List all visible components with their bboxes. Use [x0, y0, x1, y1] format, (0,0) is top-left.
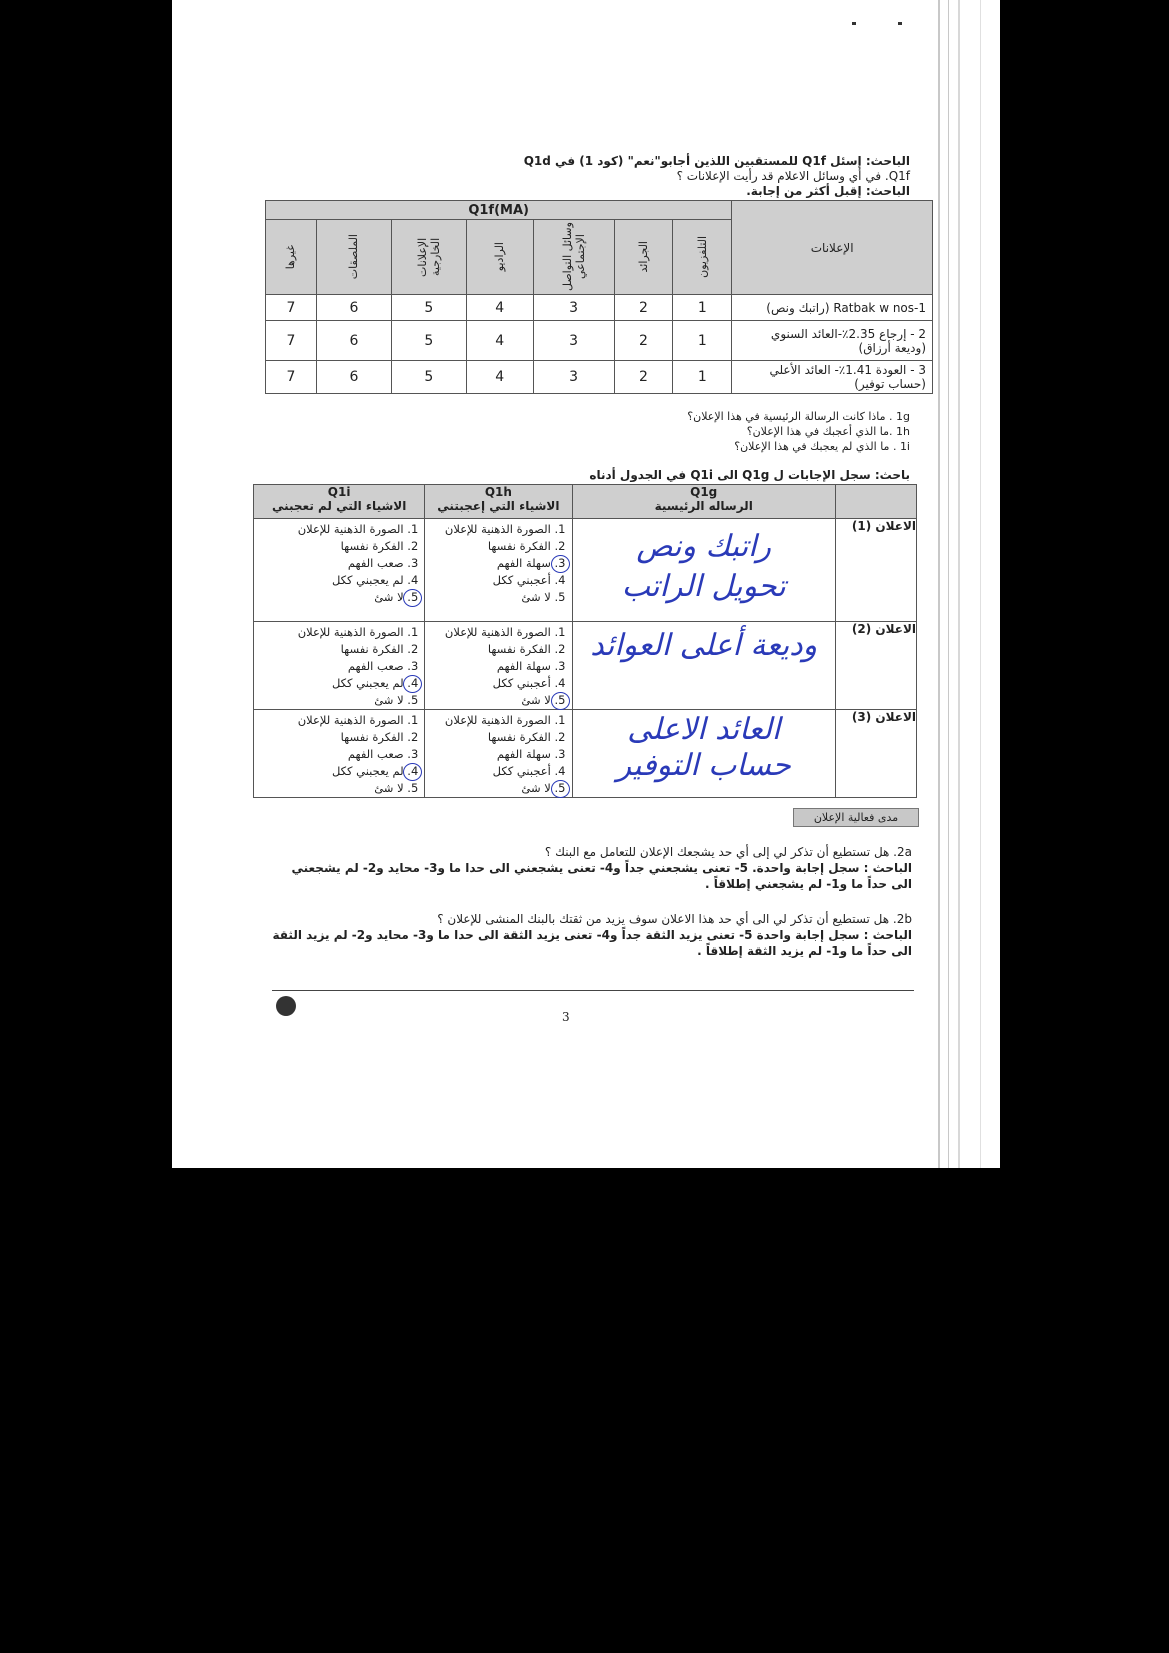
- row-label: 2 - إرجاع 2.35٪-العائد السنوي (وديعة أرزاق): [732, 321, 933, 361]
- col-header: التلفزيون: [695, 236, 709, 278]
- questions-block: [600, 409, 910, 454]
- q1i-options[interactable]: 1. الصورة الذهنية للإعلان 2. الفكرة نفسها 3. صعب الفهم 4. لم يعجبني ككل 5. لا شئ: [254, 622, 425, 710]
- effectiveness-label: مدى فعالية الإعلان: [793, 808, 919, 827]
- handwritten-answer: العائد الاعلى حساب التوفير: [572, 710, 835, 798]
- cell[interactable]: 4: [466, 321, 533, 361]
- ad-label: الاعلان (3): [835, 710, 916, 798]
- table-row: [254, 622, 917, 710]
- circle-mark: [403, 589, 422, 607]
- circle-mark: [551, 692, 570, 710]
- cell[interactable]: 4: [466, 295, 533, 321]
- q1g-header: Q1g الرساله الرئيسية: [572, 485, 835, 519]
- q1i-options[interactable]: 1. الصورة الذهنية للإعلان 2. الفكرة نفسها 3. صعب الفهم 4. لم يعجبني ككل 5. لا شئ: [254, 519, 425, 622]
- instruction-3: باحث: سجل الإجابات ل Q1g الى Q1i في الجدول أدناه: [589, 468, 910, 482]
- table-row: [266, 295, 933, 321]
- instruction-2a: الباحث : سجل إجابة واحدة. 5- تعنى يشجعني جداً و4- تعنى يشجعني الى حدا ما و3- محايد و2- لم يشجعني الى حداً ما و1- لم يشجعني إطلاقاً .: [291, 861, 912, 891]
- page-edge: [938, 0, 940, 1168]
- cell[interactable]: 5: [391, 361, 466, 394]
- table-row: [266, 361, 933, 394]
- q1i-header: Q1i الاشياء التي لم تعجبني: [254, 485, 425, 519]
- cell[interactable]: 4: [466, 361, 533, 394]
- media-table: [265, 200, 933, 394]
- q1i-options[interactable]: 1. الصورة الذهنية للإعلان 2. الفكرة نفسها 3. صعب الفهم 4. لم يعجبني ككل 5. لا شئ: [254, 710, 425, 798]
- scan-mark: [852, 22, 856, 25]
- cell[interactable]: 7: [266, 361, 317, 394]
- cell[interactable]: 7: [266, 321, 317, 361]
- col-header: غيرها: [284, 244, 298, 270]
- question-1f: Q1f. في أي وسائل الاعلام قد رأيت الإعلانات ؟: [676, 169, 910, 183]
- q1h-options[interactable]: 1. الصورة الذهنية للإعلان 2. الفكرة نفسها 3. سهلة الفهم 4. أعجبني ككل 5. لا شئ: [425, 519, 572, 622]
- company-logo: [276, 996, 296, 1016]
- table-row: [254, 710, 917, 798]
- instruction-2: الباحث: إقبل أكثر من إجابة.: [746, 184, 910, 198]
- page-number: 3: [562, 1010, 570, 1024]
- cell[interactable]: 3: [533, 321, 614, 361]
- q1h-options[interactable]: 1. الصورة الذهنية للإعلان 2. الفكرة نفسها 3. سهلة الفهم 4. أعجبني ككل 5. لا شئ: [425, 622, 572, 710]
- cell[interactable]: 1: [673, 321, 732, 361]
- row-label: 3 - العودة 1.41٪- العائد الأعلي (حساب توفير): [732, 361, 933, 394]
- row-label: Ratbak w nos-1 (راتبك ونص): [732, 295, 933, 321]
- instruction-2b: الباحث : سجل إجابة واحدة 5- تعنى يزيد الثقة جداً و4- تعنى يزيد الثقة الى حدا ما و3- محايد و2- لم يزيد الثقة الى حداً ما و1- لم يزيد الثقة إطلاقاً .: [272, 928, 912, 958]
- page-edge: [980, 0, 981, 1168]
- circle-mark: [551, 555, 570, 573]
- question-1i: 1i . ما الذي لم يعجبك في هذا الإعلان؟: [734, 440, 910, 453]
- ad-label: الاعلان (1): [835, 519, 916, 622]
- question-2b: 2b. هل تستطيع أن تذكر لي الى أي حد هذا الاعلان سوف يزيد من ثقتك بالبنك المنشى للإعلان ؟: [437, 912, 912, 926]
- cell[interactable]: 6: [316, 295, 391, 321]
- question-2a: 2a. هل تستطيع أن تذكر لي إلى أي حد يشجعك الإعلان للتعامل مع البنك ؟: [544, 845, 912, 859]
- cell[interactable]: 2: [614, 321, 673, 361]
- cell[interactable]: 7: [266, 295, 317, 321]
- instruction-1: الباحث: إسئل Q1f للمستقبين اللذين أجابو"نعم" (كود 1) في Q1d: [523, 154, 910, 168]
- cell[interactable]: 6: [316, 321, 391, 361]
- cell[interactable]: 3: [533, 361, 614, 394]
- col-header: الجرائد: [636, 241, 650, 273]
- page-edge: [948, 0, 949, 1168]
- blank-header: [835, 485, 916, 519]
- table-row: [266, 321, 933, 361]
- col-header: الراديو: [493, 242, 507, 272]
- col-header: الإعلانات الخارجية: [415, 237, 442, 277]
- handwritten-answer: راتبك ونص تحويل الراتب: [572, 519, 835, 622]
- circle-mark: [551, 780, 570, 798]
- col-header: الملصقات: [347, 234, 361, 280]
- responses-table: [253, 484, 917, 798]
- question-1g: 1g . ماذا كانت الرسالة الرئيسية في هذا الإعلان؟: [687, 410, 910, 423]
- col-header: وسائل التواصل الإجتماعي: [560, 222, 587, 292]
- cell[interactable]: 1: [673, 295, 732, 321]
- cell[interactable]: 3: [533, 295, 614, 321]
- q1h-header: Q1h الاشياء التي إعجبتني: [425, 485, 572, 519]
- ad-label: الاعلان (2): [835, 622, 916, 710]
- ads-header: الإعلانات: [732, 201, 933, 295]
- cell[interactable]: 6: [316, 361, 391, 394]
- cell[interactable]: 1: [673, 361, 732, 394]
- table-title: Q1f(MA): [266, 201, 732, 220]
- handwritten-answer: وديعة أعلى العوائد: [572, 622, 835, 710]
- cell[interactable]: 2: [614, 361, 673, 394]
- footer-rule: [272, 990, 914, 991]
- question-1h: 1h .ما الذي أعجبك في هذا الإعلان؟: [746, 425, 910, 438]
- scan-mark: [898, 22, 902, 25]
- page-edge: [958, 0, 960, 1168]
- cell[interactable]: 2: [614, 295, 673, 321]
- cell[interactable]: 5: [391, 295, 466, 321]
- q1h-options[interactable]: 1. الصورة الذهنية للإعلان 2. الفكرة نفسها 3. سهلة الفهم 4. أعجبني ككل 5. لا شئ: [425, 710, 572, 798]
- circle-mark: [403, 763, 422, 781]
- table-row: [254, 519, 917, 622]
- cell[interactable]: 5: [391, 321, 466, 361]
- circle-mark: [403, 675, 422, 693]
